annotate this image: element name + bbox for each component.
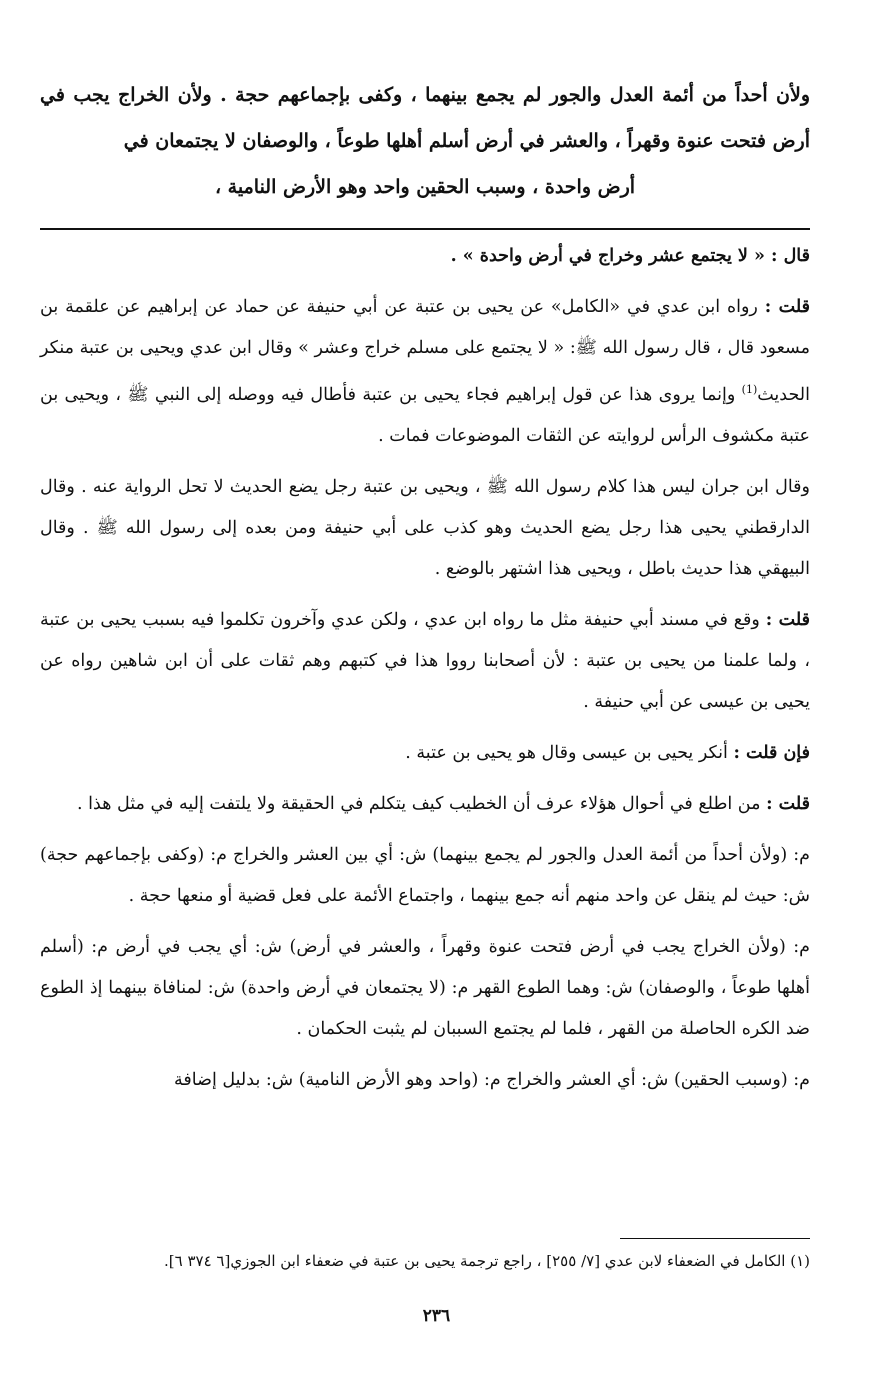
paragraph-text: رواه ابن عدي في «الكامل» عن يحيى بن عتبة عن أبي حنيفة عن حماد عن إبراهيم عن علقمة بن مسعود قال ، قال رسول الله ﷺ: « لا يجتمع على مسلم خراج وعشر » وقال ابن عدي ويحيى بن عتبة منكر الحديث <box>40 297 810 405</box>
paragraph-text: م: (وسبب الحقين) ش: أي العشر والخراج م: (واحد وهو الأرض النامية) ش: بدليل إضافة <box>174 1069 810 1090</box>
matn-last-line: أرض واحدة ، وسبب الحقين واحد وهو الأرض النامية ، <box>214 176 636 198</box>
qultu-label: قلت : <box>766 793 810 814</box>
paragraph-text: وإنما يروى هذا عن قول إبراهيم فجاء يحيى بن عتبة فأطال فيه ووصله إلى النبي ﷺ ، ويحيى بن عتبة مكشوف الرأس لروايته عن الثقات الموضوعات فمات . <box>40 384 810 446</box>
paragraph-text: أنكر يحيى بن عيسى وقال هو يحيى بن عتبة . <box>405 742 728 763</box>
paragraph-qala <box>40 236 810 277</box>
paragraph-text: من اطلع في أحوال هؤلاء عرف أن الخطيب كيف يتكلم في الحقيقة ولا يلتفت إليه في مثل هذا . <box>77 793 761 814</box>
objection-label: فإن قلت : <box>733 742 810 763</box>
section-divider <box>40 228 810 230</box>
footnote: (١) الكامل في الضعفاء لابن عدي [٧/ ٢٥٥] ، راجع ترجمة يحيى بن عتبة في ضعفاء ابن الجوزي[٦ ٣٧٤ ٦]. <box>164 1252 810 1270</box>
footnote-marker: (1) <box>741 383 758 396</box>
paragraph-qultu-3 <box>40 784 810 825</box>
paragraph-text: م: (ولأن الخراج يجب في أرض فتحت عنوة وقهراً ، والعشر في أرض) ش: أي يجب في أرض م: (أسلم أهلها طوعاً ، والوصفان) ش: وهما الطوع القهر م: (لا يجتمعان في أرض واحدة) ش: لمنافاة بينهما إذ الطوع ضد الكره الحاصلة من القهر ، فلما لم يجتمع السببان لم يثبت الحكمان . <box>40 936 810 1039</box>
paragraph-text: وقال ابن جران ليس هذا كلام رسول الله ﷺ ، ويحيى بن عتبة رجل يضع الحديث لا تحل الرواية عنه . وقال الدارقطني يحيى هذا رجل يضع الحديث وهو كذب على أبي حنيفة ومن بعده إلى رسول الله ﷺ . وقال البيهقي هذا حديث باطل ، ويحيى هذا اشتهر بالوضع . <box>40 476 810 579</box>
paragraph-text: م: (ولأن أحداً من أئمة العدل والجور لم يجمع بينهما) ش: أي بين العشر والخراج م: (وكفى بإجماعهم حجة) ش: حيث لم ينقل عن واحد منهم أنه جمع بينهما ، واجتماع الأئمة على فعل قضية أو منعها حجة . <box>40 844 810 906</box>
hadith-statement: قال : « لا يجتمع عشر وخراج في أرض واحدة » . <box>450 246 810 266</box>
paragraph-sharh-1 <box>40 835 810 917</box>
paragraph-qultu-2 <box>40 600 810 723</box>
matn-body: ولأن أحداً من أئمة العدل والجور لم يجمع بينهما ، وكفى بإجماعهم حجة . ولأن الخراج يجب في أرض فتحت عنوة وقهراً ، والعشر في أرض أسلم أهلها طوعاً ، والوصفان لا يجتمعان في <box>40 84 810 152</box>
paragraph-qultu-1 <box>40 287 810 457</box>
page-number: ٢٣٦ <box>422 1306 451 1326</box>
matn-text <box>40 72 810 210</box>
paragraph-ibn-jaran <box>40 467 810 590</box>
qultu-label: قلت : <box>765 609 810 630</box>
page-body <box>40 72 810 1111</box>
paragraph-text: وقع في مسند أبي حنيفة مثل ما رواه ابن عدي ، ولكن عدي وآخرون تكلموا فيه بسبب يحيى بن عتبة ، ولما علمنا من يحيى بن عتبة : لأن أصحابنا رووا هذا في كتبهم وهم ثقات على أن ابن شاهين رواه عن يحيى بن عيسى عن أبي حنيفة . <box>40 609 810 712</box>
qultu-label: قلت : <box>764 297 810 317</box>
paragraph-sharh-3 <box>40 1060 810 1101</box>
paragraph-sharh-2 <box>40 927 810 1050</box>
footnote-divider <box>620 1238 810 1239</box>
paragraph-fa-in-qulta <box>40 733 810 774</box>
